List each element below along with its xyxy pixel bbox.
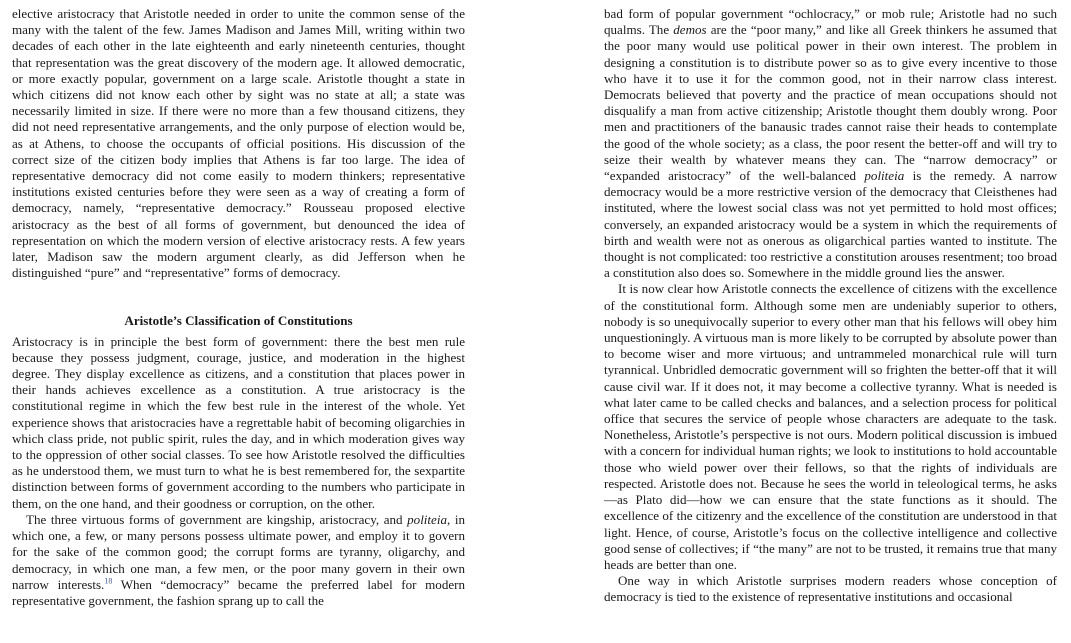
paragraph-aristocracy: Aristocracy is in principle the best form of government: there the best men rule because they possess judgment, courage, justice, and moderation in the highest degree. They display excellence as citizens, and a constitution that places power in their hands achieves excellence as a constitution. A true aristocracy is the constitutional regime in which the few best rule in the interest of the whole. Yet experience shows that aristocracies have a regrettable habit of becoming oligarchies in which class pride, not public spirit, rules the day, and in which moderation gives way to the oppression of other social classes. To see how Aristotle resolved the difficulties as he understood them, we must turn to what he is best remembered for, the sexpartite distinction between forms of government according to the numbers who participate in them, on the one hand, and their goodness or corruption, on the other.	[12, 333, 465, 511]
emphasis-politeia: politeia	[407, 511, 448, 527]
right-column	[604, 6, 1057, 606]
section-gap	[12, 281, 465, 313]
section-heading: Aristotle’s Classification of Constitutions	[124, 313, 353, 329]
text-run: bad form of popular government “ochlocracy,” or mob rule; Aristotle had no such qualms. The	[604, 6, 1057, 38]
emphasis-demos: demos	[673, 22, 707, 38]
paragraph-ochlocracy	[604, 6, 1057, 281]
text-run: The three virtuous forms of government are kingship, aristocracy, and	[26, 511, 408, 527]
paragraph-excellence: It is now clear how Aristotle connects the excellence of citizens with the excellence of the constitutional form. Although some men are undeniably superior to others, nobody is so unequivocally superior to every other man that his fellows will obey him unquestioningly. A virtuous man is more likely to be corrupted by absolute power than to become wiser and more virtuous; and untrammeled monarchical rule will turn tyrannical. Unbridled democratic government will so frighten the better-off that it will cause civil war. If it does not, it may become a collective tyranny. What is needed is what later came to be called checks and balances, and a selection process for political office that secures the service of people whose characters are adequate to the task. Nonetheless, Aristotle’s perspective is not ours. Modern political discussion is imbued with a concern for individual human rights; we look to institutions to hold accountable those who wield power over their fellows, so that the rights of individuals are respected. Aristotle does not. Because he sees the world in teleological terms, he asks—as Plato did—how we can ensure that the state functions as it should. The excellence of the citizenry and the excellence of the constitution are understood in that light. Hence, of course, Aristotle’s focus on the collective intelligence and collective good sense of collectives; if “the many” are not to be trusted, it remains true that many heads are better than one.	[604, 281, 1057, 572]
text-run: are the “poor many,” and like all Greek thinkers he assumed that the poor many would use political power in their own interest. The problem in designing a constitution is to distribute power so as to give every incentive to those who have it to use it for the common good, not in their narrow class interest. Democrats believed that poverty and the practice of mean occupations should not disqualify a man from active citizenship; Aristotle thought them doubly wrong. Poor men and practitioners of the banausic trades cannot raise their heads to contemplate the good of the whole society; as a class, the poor resent the better-off and will try to seize their wealth by whatever means they can. The “narrow democracy” or “expanded aristocracy” of the well-balanced	[604, 22, 1057, 184]
left-column	[12, 6, 465, 609]
paragraph-surprises: One way in which Aristotle surprises modern readers whose conception of democracy is tied to the existence of representative institutions and occasional	[604, 573, 1057, 605]
paragraph-virtuous-forms	[12, 512, 465, 609]
text-run: When “democracy” became the preferred label for modern representative government, the fashion sprang up to call the	[12, 576, 465, 608]
footnote-link[interactable]: 18	[104, 576, 113, 586]
paragraph-representation: elective aristocracy that Aristotle needed in order to unite the common sense of the many with the talent of the few. James Madison and James Mill, writing within two decades of each other in the late eighteenth and early nineteenth centuries, thought that representation was the great discovery of the modern age. It allowed democratic, or more exactly popular, government on a large scale. Aristotle thought a state in which citizens did not know each other by sight was no state at all; a state was necessarily limited in size. If there were no more than a few thousand citizens, they did not need representative arrangements, and the only purpose of election would be, as at Athens, to choose the occupants of official positions. His discussion of the correct size of the citizen body implies that Athens is far too large. The idea of representative democracy did not come easily to modern thinkers; representative institutions existed centuries before they were seen as a way of creating a form of democracy, namely, “representative democracy.” Rousseau proposed elective aristocracy as the best of all forms of government, but denounced the idea of representation on which the modern version of elective aristocracy rests. A few years later, Madison saw the modern argument clearly, as did Jefferson when he distinguished “pure” and “representative” forms of democracy.	[12, 6, 465, 281]
emphasis-politeia: politeia	[864, 168, 905, 184]
text-run: is the remedy. A narrow democracy would be a more restrictive version of the democracy that Cleisthenes had instituted, where the lowest social class was not yet permitted to hold most offices; conversely, an expanded aristocracy would be a system in which the requirements of birth and wealth were not as onerous as oligarchical parties wanted to institute. The thought is not complicated: too restrictive a constitution arouses resentment; too broad a constitution also does so. Somewhere in the middle ground lies the answer.	[604, 168, 1057, 281]
text-run: , in which one, a few, or many persons possess ultimate power, and employ it to govern for the sake of the common good; the corrupt forms are tyranny, oligarchy, and democracy, in which one man, a few men, or the poor many govern in their own narrow interests.	[12, 511, 466, 592]
